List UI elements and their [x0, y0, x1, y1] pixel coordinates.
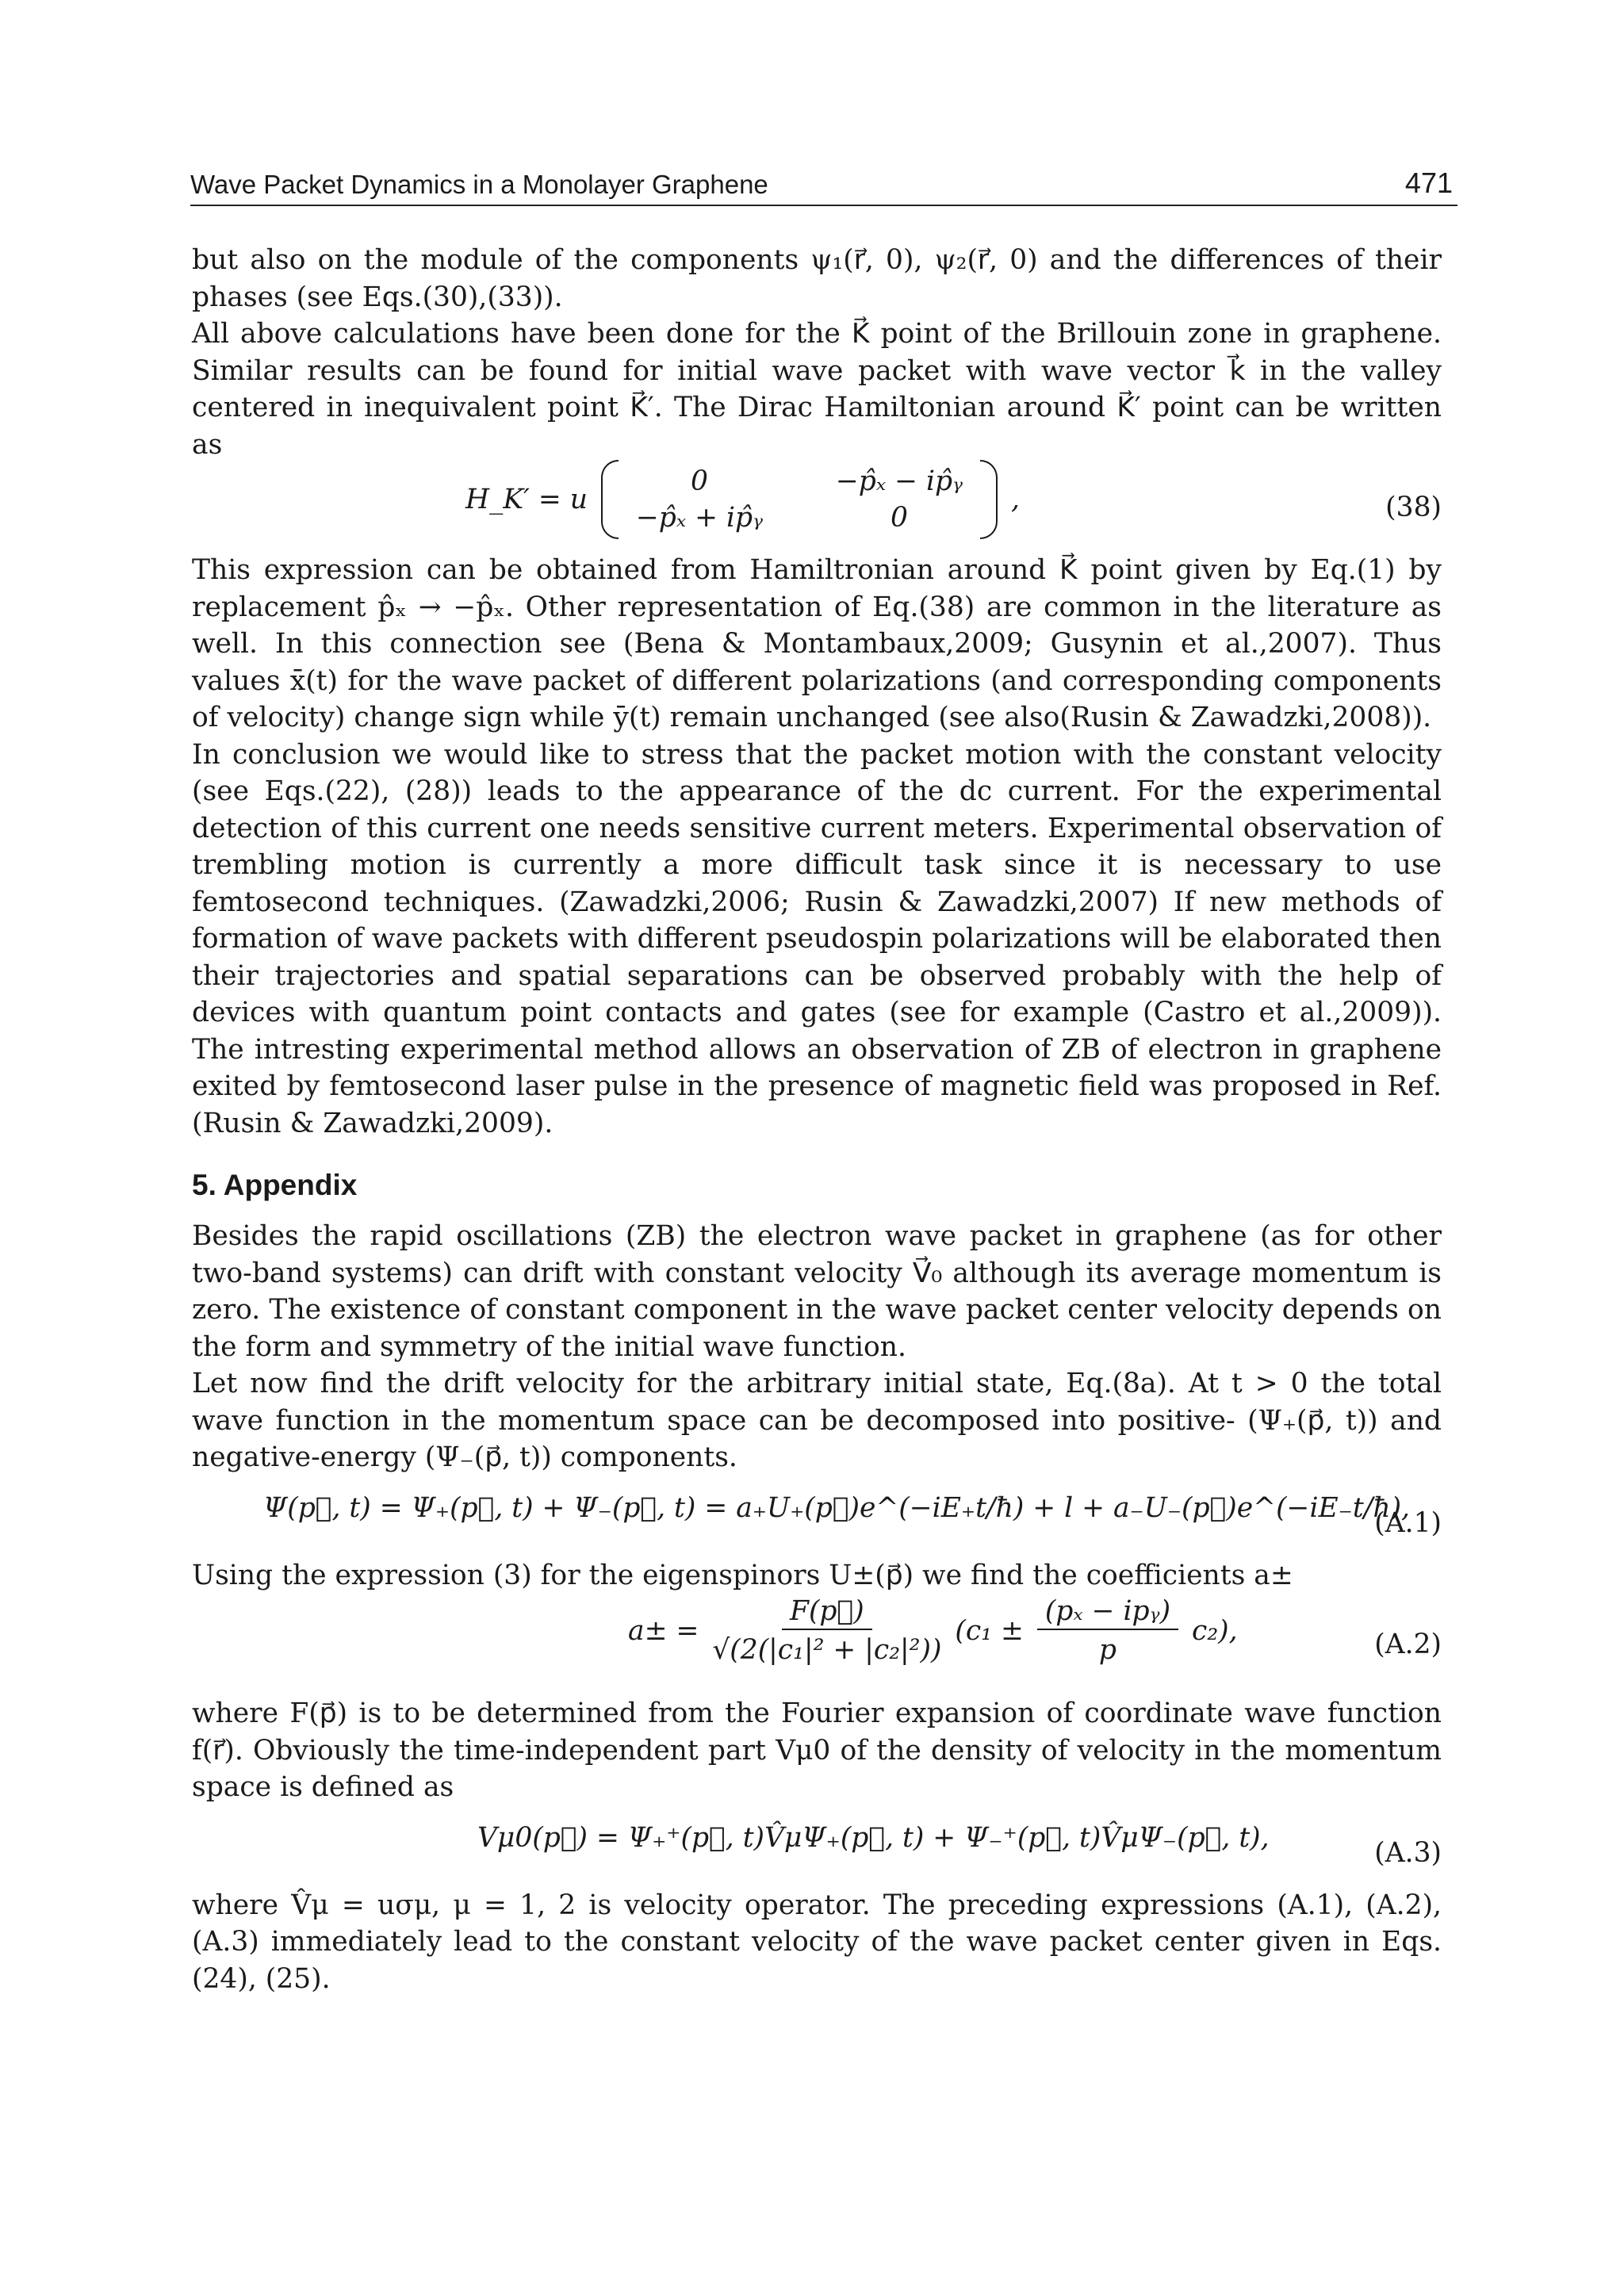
section-title: 5. Appendix [192, 1169, 358, 1201]
eqA1-number: (A.1) [1374, 1506, 1442, 1539]
paragraph-3: This expression can be obtained from Hamiltronian around K⃗ point given by Eq.(1) by replacement p̂ₓ → −p̂ₓ. Other representation of Eq.(38) are common in the literature as well. In this connection see (Bena & Montambaux,2009; Gusynin et al.,2007). Thus values x̄(t) for the wave packet of different polarizations (and corresponding components of velocity) change sign while ȳ(t) remain unchanged (see also(Rusin & Zawadzki,2008)). [192, 554, 1442, 733]
eqA1-body: Ψ(p⃗, t) = Ψ₊(p⃗, t) + Ψ₋(p⃗, t) = a₊U₊(p⃗)e^(−iE₊t/ħ) + l + a₋U₋(p⃗)e^(−iE₋t/ħ), [263, 1491, 1411, 1524]
eq38-m21: −p̂ₓ + ip̂ᵧ [635, 502, 764, 534]
paragraph-2: All above calculations have been done for the K⃗ point of the Brillouin zone in graphene. Similar results can be found for initial wave packet with wave vector k⃗ in the valley centered in inequivalent point K⃗′. The Dirac Hamiltonian around K⃗′ point can be written as [192, 318, 1442, 461]
eq38-lhs: H_K′ = u [465, 483, 588, 515]
eq38-matrix [601, 463, 998, 536]
equation-a2 [192, 1594, 1442, 1695]
eqA2-number: (A.2) [1374, 1628, 1442, 1660]
paragraph-4: In conclusion we would like to stress that the packet motion with the constant velocity (see Eqs.(22), (28)) leads to the appearance of the dc current. For the experimental detection of this current one needs sensitive current meters. Experimental observation of trembling motion is currently a more difficult task since it is necessary to use femtosecond techniques. (Zawadzki,2006; Rusin & Zawadzki,2007) If new methods of formation of wave packets with different pseudospin polarizations will be elaborated then their trajectories and spatial separations can be observed probably with the help of devices with quantum point contacts and gates (see for example (Castro et al.,2009)). The intresting experimental method allows an observation of ZB of electron in graphene exited by femtosecond laser pulse in the presence of magnetic field was proposed in Ref. (Rusin & Zawadzki,2009). [192, 738, 1442, 1139]
running-title: Wave Packet Dynamics in a Monolayer Graphene [190, 170, 768, 199]
paragraph-8: where F(p⃗) is to be determined from the Fourier expansion of coordinate wave function f(r⃗). Obviously the time-independent part Vμ0 of the density of velocity in the momentum space is defined as [192, 1698, 1442, 1803]
equation-38 [192, 463, 1442, 552]
eqA2-frac1-num: F(p⃗) [782, 1594, 872, 1630]
equation-a3 [192, 1819, 1442, 1887]
paragraph-7: Using the expression (3) for the eigenspinors U±(p⃗) we find the coefficients a± [192, 1559, 1293, 1591]
eq38-number: (38) [1385, 491, 1442, 523]
eqA2-tail: c₂), [1192, 1614, 1238, 1647]
paragraph-9: where V̂μ = uσμ, μ = 1, 2 is velocity operator. The preceding expressions (A.1), (A.2), (A.3) immediately lead to the constant velocity of the wave packet center given in Eqs.(24), (25). [192, 1889, 1442, 1995]
paragraph-6: Let now find the drift velocity for the arbitrary initial state, Eq.(8a). At t > 0 the total wave function in the momentum space can be decomposed into positive- (Ψ₊(p⃗, t)) and negative-energy (Ψ₋(p⃗, t)) components. [192, 1368, 1442, 1473]
eqA3-body: Vμ0(p⃗) = Ψ₊⁺(p⃗, t)V̂μΨ₊(p⃗, t) + Ψ₋⁺(p⃗, t)V̂μΨ₋(p⃗, t), [477, 1821, 1270, 1854]
paragraph-1: but also on the module of the components ψ₁(r⃗, 0), ψ₂(r⃗, 0) and the differences of their phases (see Eqs.(30),(33)). [192, 244, 1442, 313]
equation-a1 [192, 1489, 1442, 1557]
running-header [190, 165, 1457, 206]
eq38-m12: −p̂ₓ − ip̂ᵧ [835, 465, 963, 497]
eqA2-frac2-num: (pₓ − ipᵧ) [1037, 1594, 1178, 1630]
page-number: 471 [1404, 167, 1453, 199]
eqA2-frac1-den: √(2(|c₁|² + |c₂|²)) [712, 1634, 942, 1666]
eqA2-fraction-2 [1037, 1594, 1178, 1668]
eq38-m22: 0 [891, 502, 908, 534]
eqA2-frac2-den: p [1098, 1634, 1116, 1666]
body-text [192, 242, 1442, 1997]
eqA3-number: (A.3) [1374, 1836, 1442, 1869]
eq38-m11: 0 [691, 465, 708, 497]
eqA2-lhs: a± = [628, 1614, 699, 1647]
eqA2-mid: (c₁ ± [955, 1614, 1024, 1647]
eqA2-fraction-1 [712, 1594, 941, 1668]
eq38-tail: , [1010, 483, 1020, 515]
paragraph-5: Besides the rapid oscillations (ZB) the electron wave packet in graphene (as for other two-band systems) can drift with constant velocity V⃗₀ although its average momentum is zero. The existence of constant component in the wave packet center velocity depends on the form and symmetry of the initial wave function. [192, 1220, 1442, 1363]
